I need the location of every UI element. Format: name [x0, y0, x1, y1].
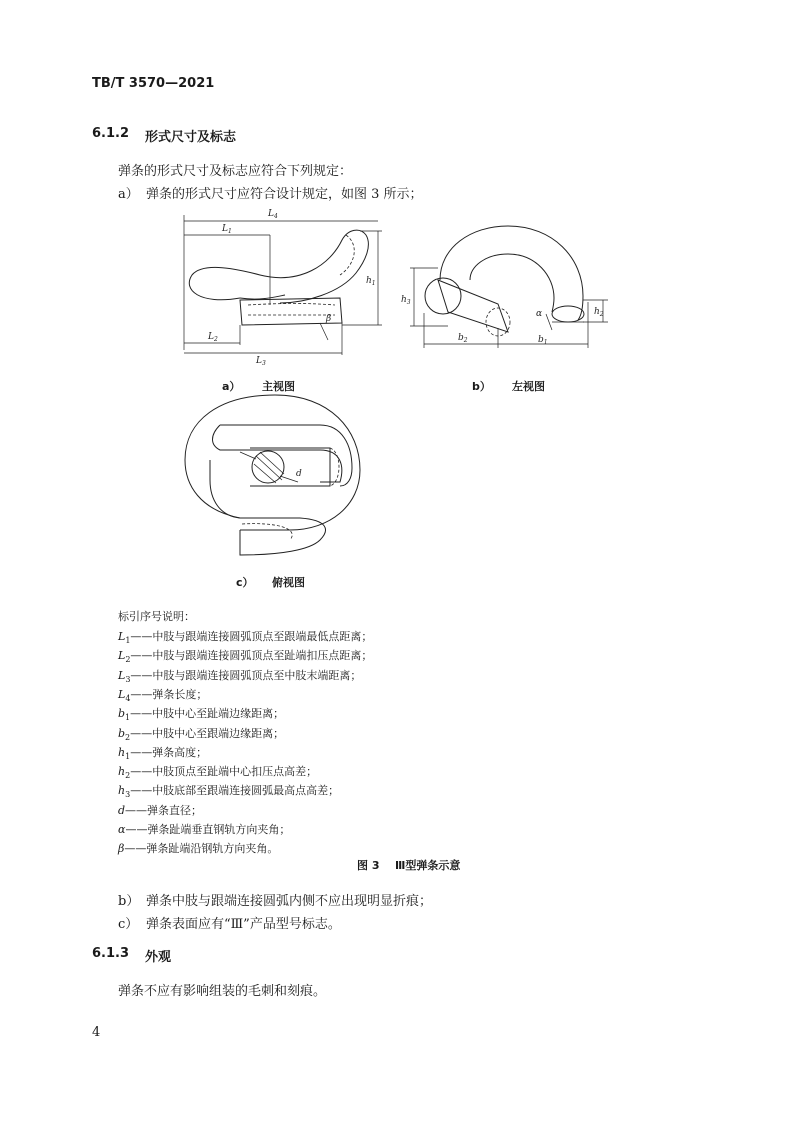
legend-row: [118, 628, 372, 645]
section-6-1-3-text: 弹条不应有影响组装的毛刺和刻痕。: [118, 984, 327, 999]
left-view-caption-marker: b）: [472, 380, 491, 393]
main-view-caption: 主视图: [262, 380, 295, 393]
legend-symbol: d: [118, 803, 126, 817]
label-L3: $L_3$: [256, 356, 266, 365]
legend-text: ——中肢中心至跟端边缘距离；: [130, 726, 285, 740]
legend-symbol: L: [118, 687, 126, 701]
label-d: d: [296, 469, 302, 479]
legend-row: [118, 667, 361, 684]
left-view-caption: 左视图: [512, 380, 545, 393]
legend-subscript: 1: [125, 713, 131, 723]
item-a-text: 弹条的形式尺寸应符合设计规定，如图 3 所示；: [146, 187, 423, 202]
legend-symbol: h: [118, 765, 126, 779]
label-L1: $L_1$: [222, 224, 232, 235]
legend-text: ——中肢底部至跟端连接圆弧最高点高差；: [130, 784, 340, 798]
label-L2: $L_2$: [208, 332, 218, 343]
label-alpha: α: [536, 309, 543, 319]
legend-row: [118, 802, 202, 819]
legend-symbol: L: [118, 668, 126, 682]
legend-row: [118, 725, 284, 742]
legend-symbol: b: [118, 726, 126, 740]
legend-row: [118, 763, 317, 780]
legend-text: ——弹条趾端沿钢轨方向夹角。: [124, 842, 279, 856]
section-6-1-2-number: 6.1.2: [92, 126, 130, 141]
label-h3: $h_3$: [401, 295, 411, 306]
section-6-1-2-intro: 弹条的形式尺寸及标志应符合下列规定：: [118, 164, 353, 179]
legend-symbol: L: [118, 630, 126, 643]
top-view-drawing: [180, 390, 380, 565]
legend-symbol: α: [118, 823, 126, 836]
main-view-drawing: [170, 205, 390, 365]
figure-caption-title: Ⅲ型弹条示意: [395, 859, 461, 872]
legend-row: [118, 821, 290, 838]
legend-text: ——弹条高度；: [130, 745, 208, 759]
section-6-1-3-number: 6.1.3: [92, 946, 130, 961]
top-view-caption-marker: c）: [236, 576, 254, 589]
legend-row: [118, 705, 284, 722]
label-b1: $b_1$: [538, 335, 548, 346]
legend-row: [118, 647, 372, 664]
legend-text: ——弹条长度；: [130, 687, 208, 701]
legend-symbol: L: [118, 649, 126, 663]
legend-text: ——弹条直径；: [125, 803, 203, 817]
legend-title: 标引序号说明：: [118, 610, 195, 623]
page-number: 4: [92, 1025, 101, 1040]
legend-symbol: h: [118, 745, 126, 759]
item-b-text: 弹条中肢与跟端连接圆弧内侧不应出现明显折痕；: [146, 894, 433, 909]
legend-text: ——中肢与跟端连接圆弧顶点至跟端最低点距离；: [130, 630, 373, 643]
top-view-caption: 俯视图: [272, 576, 305, 589]
legend-text: ——中肢与跟端连接圆弧顶点至中肢末端距离；: [130, 668, 362, 682]
label-b2: $b_2$: [458, 333, 468, 344]
item-b-marker: b）: [118, 894, 140, 909]
label-beta: β: [326, 314, 332, 324]
legend-subscript: 3: [125, 674, 131, 684]
legend-text: ——弹条趾端垂直钢轨方向夹角；: [125, 823, 291, 836]
legend-subscript: 4: [125, 694, 131, 704]
legend-subscript: 1: [125, 636, 131, 646]
item-c-text: 弹条表面应有“Ⅲ”产品型号标志。: [146, 917, 341, 932]
legend-symbol: β: [118, 842, 125, 856]
legend-subscript: 2: [125, 771, 131, 781]
legend-symbol: h: [118, 784, 126, 798]
legend-row: [118, 782, 339, 799]
legend-subscript: 2: [125, 732, 131, 742]
item-c-marker: c）: [118, 917, 139, 932]
label-L4: $L_4$: [268, 209, 278, 220]
legend-row: [118, 744, 207, 761]
section-6-1-3-title: 外观: [145, 950, 172, 965]
section-6-1-2-title: 形式尺寸及标志: [145, 130, 237, 145]
legend-row: [118, 840, 278, 857]
legend-row: [118, 686, 207, 703]
main-view-caption-marker: a）: [222, 380, 241, 393]
legend-subscript: 2: [125, 655, 131, 665]
label-h2: $h_2$: [594, 307, 604, 318]
legend-text: ——中肢中心至趾端边缘距离；: [130, 707, 285, 721]
figure-caption-number: 图 3: [357, 859, 380, 872]
label-h1: $h_1$: [366, 276, 376, 287]
legend-symbol: b: [118, 707, 126, 721]
legend-subscript: 3: [125, 790, 131, 800]
legend-text: ——中肢顶点至趾端中心扣压点高差；: [130, 765, 318, 779]
legend-subscript: 1: [125, 751, 131, 761]
standard-number: TB/T 3570—2021: [92, 76, 215, 91]
item-a-marker: a）: [118, 187, 139, 202]
legend-text: ——中肢与跟端连接圆弧顶点至趾端扣压点距离；: [130, 649, 373, 663]
left-view-drawing: [398, 218, 618, 368]
